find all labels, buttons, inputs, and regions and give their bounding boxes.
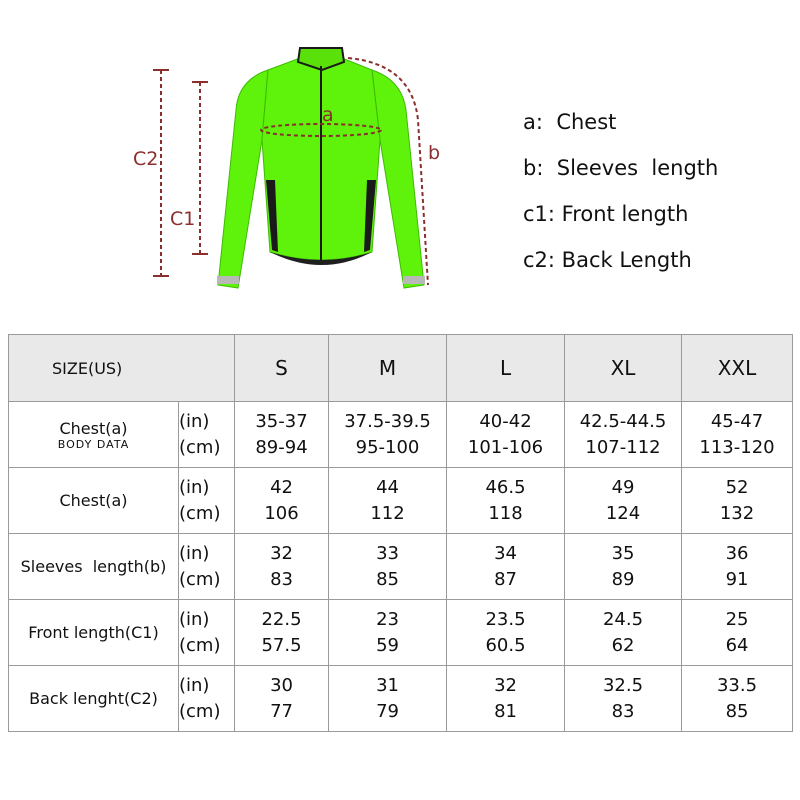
size-m-header: M [329,335,447,402]
value-cell-s: 35-37 89-94 [235,402,329,468]
size-s-header: S [235,335,329,402]
size-xxl-header: XXL [682,335,793,402]
value-cell-l: 34 87 [447,534,565,600]
row-label-text: Chest(a) [59,491,128,510]
value-cell-m: 23 59 [329,600,447,666]
right-cuff [403,276,425,284]
dim-label-a: a [322,104,334,126]
value-cell-xxl: 33.5 85 [682,666,793,732]
legend-text: Sleeves length [556,156,719,180]
unit-cell: (in) (cm) [179,666,235,732]
value-cell-xxl: 36 91 [682,534,793,600]
size-xl-header: XL [565,335,682,402]
row-label-text: Chest(a) [59,418,128,438]
table-header-row [9,335,793,402]
row-label-text: Front length(C1) [28,623,159,642]
table-row-chest [9,468,793,534]
table-row-front-length [9,600,793,666]
dim-label-c1: C1 [170,208,196,230]
table-row-body-chest [9,402,793,468]
row-label-text: Back lenght(C2) [29,689,158,708]
legend-front-length [523,202,688,226]
legend-text: Front length [561,202,689,226]
legend-text: Chest [556,110,617,134]
legend-chest [523,110,616,134]
legend-sleeves [523,156,718,180]
size-chart-table [8,334,793,732]
value-cell-xl: 35 89 [565,534,682,600]
value-cell-xl: 42.5-44.5 107-112 [565,402,682,468]
table-row-back-length [9,666,793,732]
unit-cell: (in) (cm) [179,402,235,468]
legend-key: c1: [523,202,555,226]
value-cell-xl: 24.5 62 [565,600,682,666]
value-cell-s: 32 83 [235,534,329,600]
legend-key: a: [523,110,543,134]
left-sleeve [218,70,268,288]
row-label-text: Sleeves length(b) [20,557,167,576]
right-sleeve [372,70,424,288]
value-cell-l: 46.5 118 [447,468,565,534]
value-cell-s: 30 77 [235,666,329,732]
legend-key: b: [523,156,544,180]
value-cell-m: 37.5-39.5 95-100 [329,402,447,468]
value-cell-xxl: 25 64 [682,600,793,666]
row-label [9,534,179,600]
dim-label-b: b [428,142,441,164]
row-label [9,468,179,534]
size-header-cell: SIZE(US) [9,335,235,402]
value-cell-m: 33 85 [329,534,447,600]
legend-text: Back Length [561,248,692,272]
value-cell-l: 40-42 101-106 [447,402,565,468]
left-cuff [217,276,239,284]
row-label [9,600,179,666]
jacket-figure [0,0,800,330]
legend-back-length [523,248,692,272]
table-row-sleeves [9,534,793,600]
dim-label-c2: C2 [133,148,159,170]
row-sublabel: BODY DATA [57,437,130,451]
value-cell-s: 42 106 [235,468,329,534]
value-cell-xxl: 52 132 [682,468,793,534]
size-l-header: L [447,335,565,402]
value-cell-s: 22.5 57.5 [235,600,329,666]
value-cell-xxl: 45-47 113-120 [682,402,793,468]
row-label [9,666,179,732]
unit-cell: (in) (cm) [179,468,235,534]
legend-key: c2: [523,248,555,272]
value-cell-xl: 49 124 [565,468,682,534]
unit-cell: (in) (cm) [179,534,235,600]
value-cell-l: 32 81 [447,666,565,732]
value-cell-m: 31 79 [329,666,447,732]
value-cell-l: 23.5 60.5 [447,600,565,666]
value-cell-m: 44 112 [329,468,447,534]
row-label [9,402,179,468]
unit-cell: (in) (cm) [179,600,235,666]
value-cell-xl: 32.5 83 [565,666,682,732]
